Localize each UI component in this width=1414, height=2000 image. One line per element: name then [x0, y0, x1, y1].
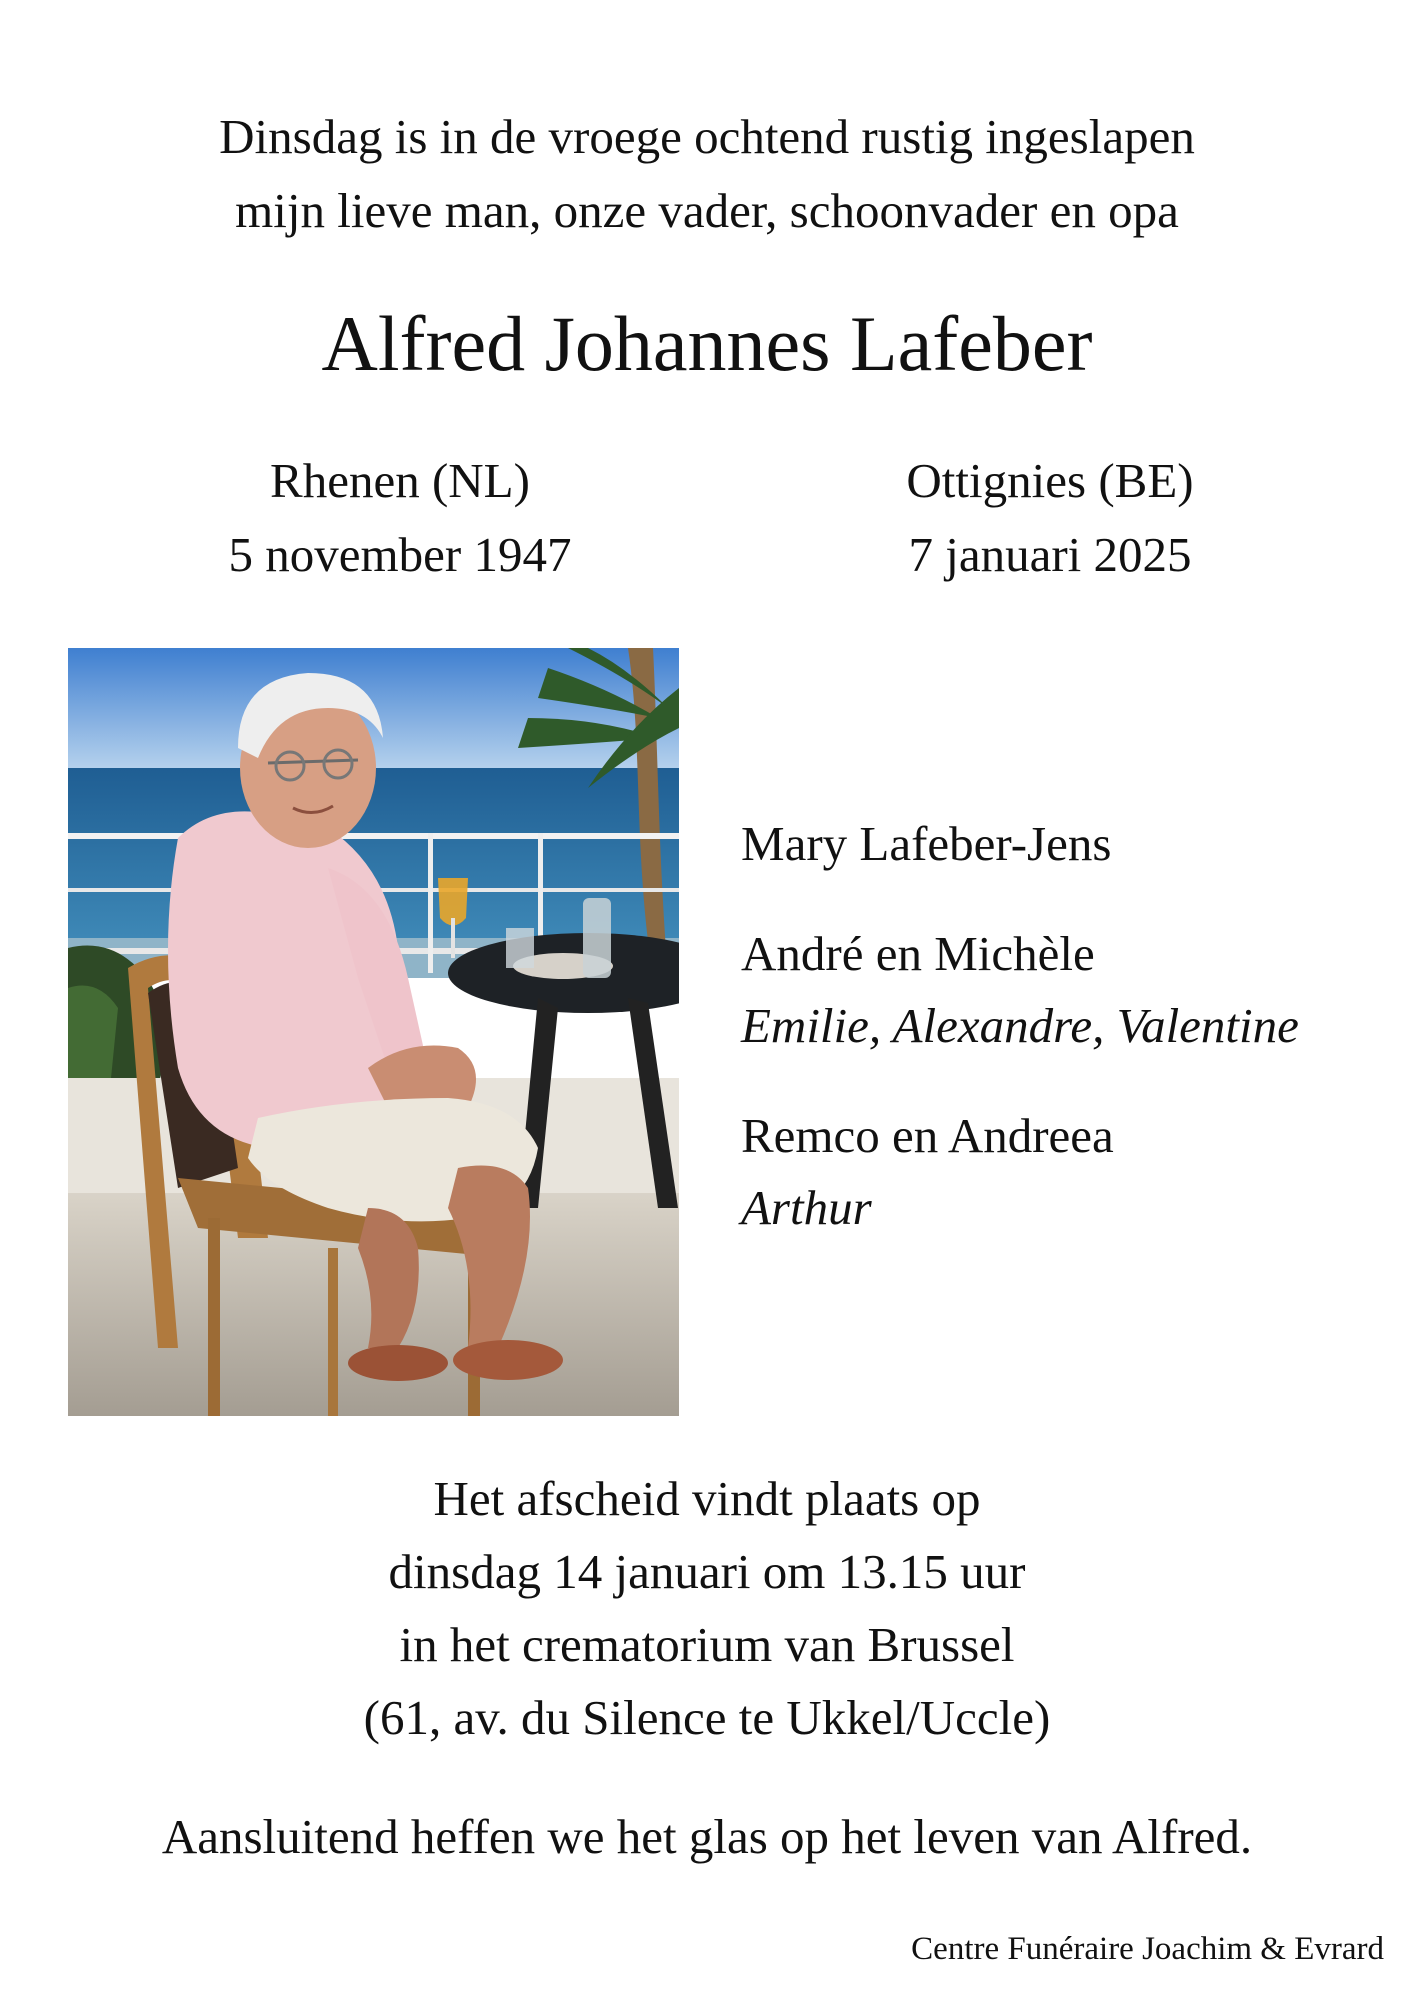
grandchildren-names: Emilie, Alexandre, Valentine — [741, 998, 1299, 1053]
birth-info — [120, 444, 680, 592]
birth-date: 5 november 1947 — [228, 527, 572, 582]
child-names: André en Michèle — [741, 926, 1095, 981]
ceremony-line-4: (61, av. du Silence te Ukkel/Uccle) — [363, 1690, 1051, 1745]
portrait-photo — [68, 648, 679, 1416]
deceased-name: Alfred Johannes Lafeber — [321, 300, 1093, 387]
death-place: Ottignies (BE) — [906, 453, 1194, 508]
funeral-home: Centre Funéraire Joachim & Evrard — [911, 1931, 1384, 1967]
grandchildren-names: Arthur — [741, 1180, 872, 1235]
child-group-2 — [741, 1100, 1381, 1244]
intro-line-2: mijn lieve man, onze vader, schoonvader en opa — [235, 183, 1179, 238]
ceremony-info — [0, 1462, 1414, 1754]
death-info — [770, 444, 1330, 592]
spouse-group — [741, 808, 1381, 880]
intro-line-1: Dinsdag is in de vroege ochtend rustig ingeslapen — [219, 109, 1195, 164]
death-date: 7 januari 2025 — [908, 527, 1192, 582]
ceremony-line-1: Het afscheid vindt plaats op — [433, 1471, 981, 1526]
child-names: Remco en Andreea — [741, 1108, 1114, 1163]
ceremony-line-3: in het crematorium van Brussel — [399, 1617, 1015, 1672]
spouse-name: Mary Lafeber-Jens — [741, 816, 1112, 871]
intro-text — [0, 100, 1414, 248]
ceremony-line-2: dinsdag 14 januari om 13.15 uur — [388, 1544, 1026, 1599]
closing-text: Aansluitend heffen we het glas op het leven van Alfred. — [161, 1809, 1253, 1864]
birth-place: Rhenen (NL) — [270, 453, 530, 508]
child-group-1 — [741, 918, 1381, 1062]
family-list — [741, 808, 1381, 1282]
